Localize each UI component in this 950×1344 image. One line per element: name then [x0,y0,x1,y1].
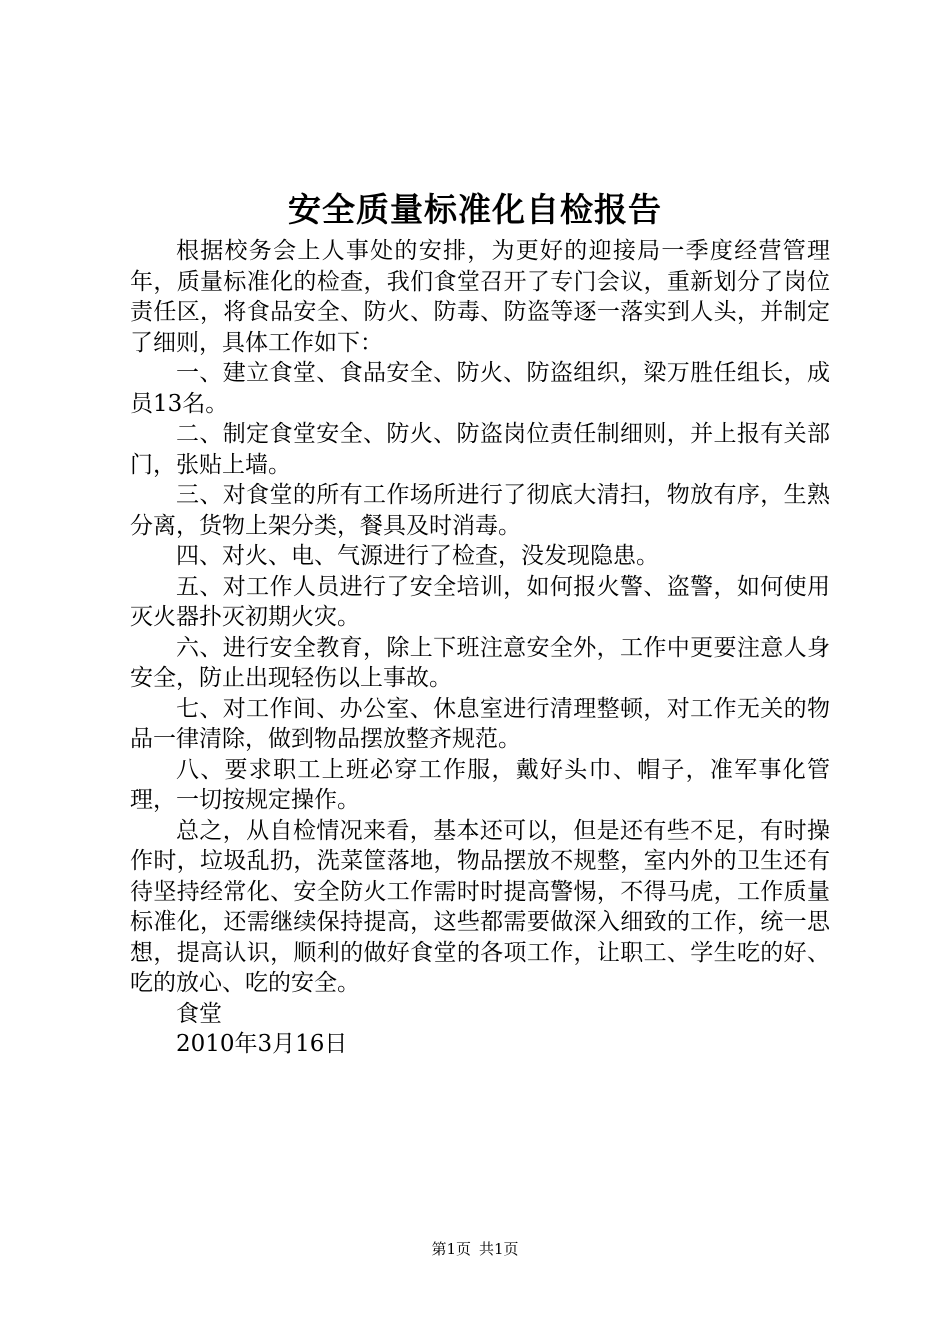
paragraph-item-4: 四、对火、电、气源进行了检查，没发现隐患。 [176,543,659,569]
paragraph-item-7: 七、对工作间、办公室、休息室进行清理整顿，对工作无关的物品一律清除，做到物品摆放整齐规范。 [130,695,830,752]
page-number: 第1页 [431,1240,471,1258]
paragraph-item-3: 三、对食堂的所有工作场所进行了彻底大清扫，物放有序，生熟分离，货物上架分类，餐具及时消毒。 [130,482,830,539]
document-title: 安全质量标准化自检报告 [288,190,662,229]
paragraph-item-2: 二、制定食堂安全、防火、防盗岗位责任制细则，并上报有关部门，张贴上墙。 [130,421,830,478]
document-body [130,236,830,1060]
signature-date: 2010年3月16日 [176,1031,348,1057]
paragraph-intro: 根据校务会上人事处的安排，为更好的迎接局一季度经营管理年，质量标准化的检查，我们食堂召开了专门会议，重新划分了岗位责任区，将食品安全、防火、防毒、防盗等逐一落实到人头，并制定了细则，具体工作如下： [130,238,830,356]
paragraph-item-5: 五、对工作人员进行了安全培训，如何报火警、盗警，如何使用灭火器扑灭初期火灾。 [130,573,830,630]
paragraph-summary: 总之，从自检情况来看，基本还可以，但是还有些不足，有时操作时，垃圾乱扔，洗菜筐落地，物品摆放不规整，室内外的卫生还有待坚持经常化、安全防火工作需时时提高警惕，不得马虎，工作质量标准化，还需继续保持提高，这些都需要做深入细致的工作，统一思想，提高认识，顺利的做好食堂的各项工作，让职工、学生吃的好、吃的放心、吃的安全。 [130,817,830,996]
page-footer [0,1238,950,1260]
paragraph-item-6: 六、进行安全教育，除上下班注意安全外，工作中更要注意人身安全，防止出现轻伤以上事故。 [130,634,830,691]
signature-unit: 食堂 [176,1000,222,1027]
paragraph-item-8: 八、要求职工上班必穿工作服，戴好头巾、帽子，准军事化管理，一切按规定操作。 [130,756,830,813]
page-total: 共1页 [479,1240,519,1258]
paragraph-item-1: 一、建立食堂、食品安全、防火、防盗组织，梁万胜任组长，成员13名。 [130,360,830,417]
